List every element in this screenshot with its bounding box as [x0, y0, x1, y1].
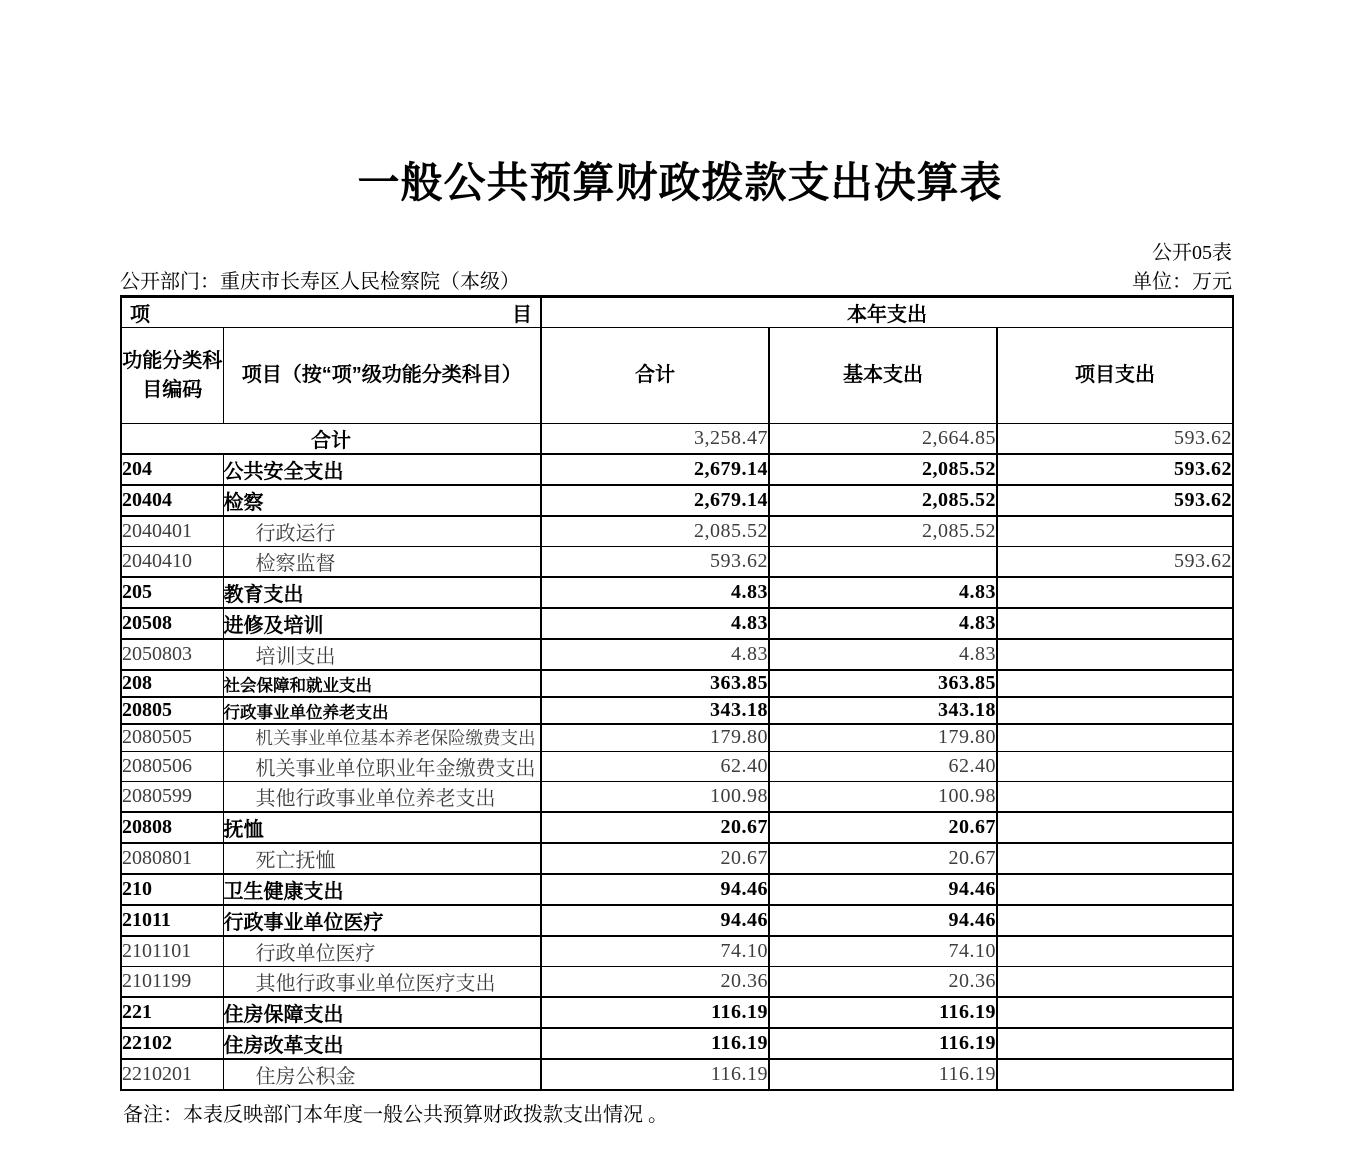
row-name: 社会保障和就业支出 [223, 670, 541, 697]
header-current-year-expenditure: 本年支出 [541, 297, 1233, 328]
header-project-name: 项目（按“项”级功能分类科目） [223, 328, 541, 424]
table-row [121, 781, 1233, 812]
row-project-value: 593.62 [997, 485, 1233, 516]
row-project-value [997, 697, 1233, 724]
row-code: 2050803 [121, 639, 223, 670]
row-total-value: 593.62 [541, 547, 769, 578]
row-basic-value: 363.85 [769, 670, 997, 697]
row-name: 公共安全支出 [223, 454, 541, 485]
table-row [121, 905, 1233, 936]
row-basic-value [769, 547, 997, 578]
row-name: 抚恤 [223, 812, 541, 843]
row-code: 20508 [121, 608, 223, 639]
row-code: 2080505 [121, 724, 223, 751]
row-total-value: 94.46 [541, 874, 769, 905]
row-code: 20805 [121, 697, 223, 724]
row-basic-value: 2,085.52 [769, 454, 997, 485]
row-project-value: 593.62 [997, 547, 1233, 578]
row-basic-value: 2,085.52 [769, 516, 997, 547]
row-project-value [997, 874, 1233, 905]
row-basic-value: 94.46 [769, 874, 997, 905]
table-row [121, 485, 1233, 516]
unit-label: 单位：万元 [1132, 271, 1232, 294]
row-name: 机关事业单位职业年金缴费支出 [223, 751, 541, 781]
row-total-value: 116.19 [541, 1059, 769, 1090]
row-project-value [997, 997, 1233, 1028]
row-code: 2040410 [121, 547, 223, 578]
header-item-right: 目 [512, 304, 532, 327]
row-project-value [997, 516, 1233, 547]
table-row [121, 997, 1233, 1028]
row-code: 210 [121, 874, 223, 905]
row-project-value [997, 577, 1233, 608]
header-total: 合计 [541, 328, 769, 424]
row-project-value: 593.62 [997, 424, 1233, 455]
table-row [121, 424, 1233, 455]
row-basic-value: 94.46 [769, 905, 997, 936]
row-project-value [997, 670, 1233, 697]
row-total-value: 3,258.47 [541, 424, 769, 455]
row-name: 行政事业单位养老支出 [223, 697, 541, 724]
row-label: 合计 [121, 424, 541, 455]
header-function-code: 功能分类科目编码 [121, 328, 223, 424]
row-basic-value: 20.67 [769, 812, 997, 843]
row-name: 检察监督 [223, 547, 541, 578]
row-name: 机关事业单位基本养老保险缴费支出 [223, 724, 541, 751]
row-code: 2040401 [121, 516, 223, 547]
page-title: 一般公共预算财政拨款支出决算表 [357, 159, 1003, 206]
table-row [121, 874, 1233, 905]
header-basic-expenditure: 基本支出 [769, 328, 997, 424]
row-name: 行政运行 [223, 516, 541, 547]
expenditure-table [120, 295, 1234, 1091]
row-code: 2101101 [121, 936, 223, 967]
row-basic-value: 62.40 [769, 751, 997, 781]
row-basic-value: 4.83 [769, 639, 997, 670]
row-name: 卫生健康支出 [223, 874, 541, 905]
row-total-value: 20.36 [541, 966, 769, 997]
row-project-value [997, 843, 1233, 874]
meta-block [120, 240, 1232, 295]
row-basic-value: 20.36 [769, 966, 997, 997]
row-total-value: 179.80 [541, 724, 769, 751]
row-project-value [997, 1059, 1233, 1090]
row-total-value: 2,085.52 [541, 516, 769, 547]
row-code: 2080599 [121, 781, 223, 812]
row-total-value: 100.98 [541, 781, 769, 812]
row-total-value: 20.67 [541, 843, 769, 874]
header-item-cell [121, 297, 541, 328]
table-body [121, 424, 1233, 1090]
row-project-value [997, 1028, 1233, 1059]
row-basic-value: 20.67 [769, 843, 997, 874]
row-name: 死亡抚恤 [223, 843, 541, 874]
table-row [121, 966, 1233, 997]
row-code: 205 [121, 577, 223, 608]
table-header [121, 297, 1233, 424]
table-number: 公开05表 [1152, 242, 1232, 265]
row-basic-value: 343.18 [769, 697, 997, 724]
row-name: 其他行政事业单位医疗支出 [223, 966, 541, 997]
row-total-value: 343.18 [541, 697, 769, 724]
row-project-value [997, 781, 1233, 812]
table-row [121, 670, 1233, 697]
row-total-value: 4.83 [541, 639, 769, 670]
publishing-department: 公开部门：重庆市长寿区人民检察院（本级） [120, 271, 520, 294]
table-row [121, 724, 1233, 751]
row-total-value: 4.83 [541, 608, 769, 639]
row-code: 21011 [121, 905, 223, 936]
row-basic-value: 100.98 [769, 781, 997, 812]
row-basic-value: 2,664.85 [769, 424, 997, 455]
row-basic-value: 4.83 [769, 577, 997, 608]
row-basic-value: 116.19 [769, 997, 997, 1028]
row-code: 2101199 [121, 966, 223, 997]
header-row-columns [121, 328, 1233, 424]
row-project-value: 593.62 [997, 454, 1233, 485]
table-row [121, 936, 1233, 967]
table-row [121, 639, 1233, 670]
row-project-value [997, 724, 1233, 751]
table-row [121, 843, 1233, 874]
table-row [121, 454, 1233, 485]
row-name: 行政事业单位医疗 [223, 905, 541, 936]
row-code: 221 [121, 997, 223, 1028]
row-name: 行政单位医疗 [223, 936, 541, 967]
row-basic-value: 2,085.52 [769, 485, 997, 516]
row-name: 住房保障支出 [223, 997, 541, 1028]
row-code: 20808 [121, 812, 223, 843]
row-total-value: 4.83 [541, 577, 769, 608]
row-code: 22102 [121, 1028, 223, 1059]
row-code: 204 [121, 454, 223, 485]
row-code: 2210201 [121, 1059, 223, 1090]
table-row [121, 697, 1233, 724]
row-code: 208 [121, 670, 223, 697]
row-total-value: 363.85 [541, 670, 769, 697]
table-row [121, 577, 1233, 608]
table-row [121, 1059, 1233, 1090]
row-code: 2080801 [121, 843, 223, 874]
row-total-value: 2,679.14 [541, 454, 769, 485]
table-row [121, 608, 1233, 639]
table-row [121, 1028, 1233, 1059]
row-total-value: 20.67 [541, 812, 769, 843]
row-name: 教育支出 [223, 577, 541, 608]
row-project-value [997, 639, 1233, 670]
row-project-value [997, 905, 1233, 936]
row-name: 检察 [223, 485, 541, 516]
row-total-value: 116.19 [541, 997, 769, 1028]
header-row-top [121, 297, 1233, 328]
row-name: 住房改革支出 [223, 1028, 541, 1059]
row-total-value: 94.46 [541, 905, 769, 936]
row-name: 培训支出 [223, 639, 541, 670]
row-total-value: 116.19 [541, 1028, 769, 1059]
row-basic-value: 116.19 [769, 1028, 997, 1059]
table-row [121, 547, 1233, 578]
row-project-value [997, 608, 1233, 639]
row-name: 住房公积金 [223, 1059, 541, 1090]
row-name: 进修及培训 [223, 608, 541, 639]
row-basic-value: 179.80 [769, 724, 997, 751]
header-item-left: 项 [130, 304, 150, 327]
row-code: 20404 [121, 485, 223, 516]
row-project-value [997, 966, 1233, 997]
table-row [121, 812, 1233, 843]
remark: 备注：本表反映部门本年度一般公共预算财政拨款支出情况 。 [123, 1103, 668, 1126]
table-row [121, 516, 1233, 547]
row-project-value [997, 936, 1233, 967]
row-basic-value: 4.83 [769, 608, 997, 639]
row-project-value [997, 812, 1233, 843]
row-name: 其他行政事业单位养老支出 [223, 781, 541, 812]
row-total-value: 62.40 [541, 751, 769, 781]
row-total-value: 74.10 [541, 936, 769, 967]
row-total-value: 2,679.14 [541, 485, 769, 516]
table-row [121, 751, 1233, 781]
row-code: 2080506 [121, 751, 223, 781]
header-project-expenditure: 项目支出 [997, 328, 1233, 424]
row-basic-value: 116.19 [769, 1059, 997, 1090]
row-project-value [997, 751, 1233, 781]
row-basic-value: 74.10 [769, 936, 997, 967]
